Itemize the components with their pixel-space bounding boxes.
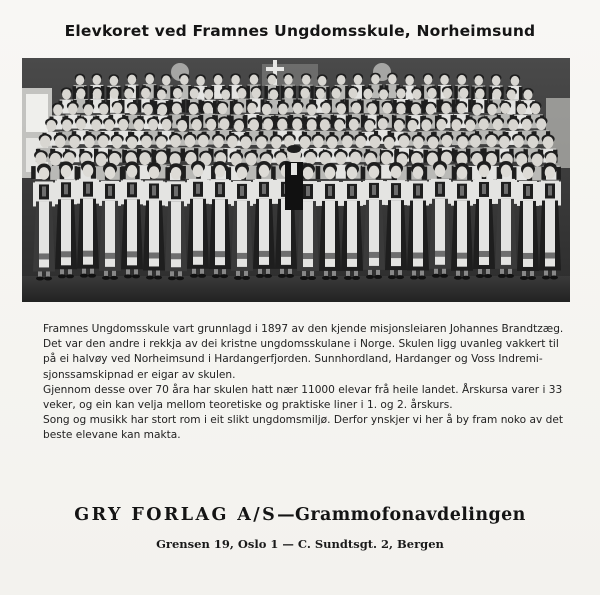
publisher-separator: —	[277, 505, 296, 525]
choir-photo-icon	[22, 58, 570, 302]
publisher-name: GRY FORLAG A/S	[74, 505, 278, 525]
description-line: sjonssamskipnad er eigar av skulen.	[43, 368, 236, 381]
description-line: beste elevane kan makta.	[43, 429, 181, 442]
choir-photo	[22, 58, 570, 302]
description-line: Framnes Ungdomsskule vart grunnlagd i 1897 av den kjende misjonsleiaren Johannes Brandtzæg.	[43, 323, 564, 335]
publisher-division: Grammofonavdelingen	[295, 505, 526, 525]
choir-heading: Elevkoret ved Framnes Ungdomsskule, Norheimsund	[64, 22, 536, 40]
publisher-line	[0, 505, 600, 525]
school-description	[43, 322, 564, 444]
description-line: på ei halvøy ved Norheimsund i Hardangerfjorden. Sunnhordland, Hardanger og Voss Indremi-	[43, 353, 543, 366]
description-line: Gjennom desse over 70 åra har skulen hatt nær 11000 elevar frå heile landet. Årskursa varer i 33	[43, 383, 563, 396]
description-line: Song og musikk har stort rom i eit slikt ungdomsmiljø. Derfor ynskjer vi her å by fram noko av det	[43, 414, 564, 427]
publisher-address: Grensen 19, Oslo 1 — C. Sundtsgt. 2, Bergen	[156, 537, 444, 551]
description-line: veker, og ein kan velja mellom teoretiske og praktiske liner i 1. og 2. årskurs.	[43, 399, 453, 412]
description-line: Det var den andre i rekkja av dei kristne ungdomsskulane i Norge. Skulen ligg uvanleg vakkert til	[43, 338, 559, 351]
